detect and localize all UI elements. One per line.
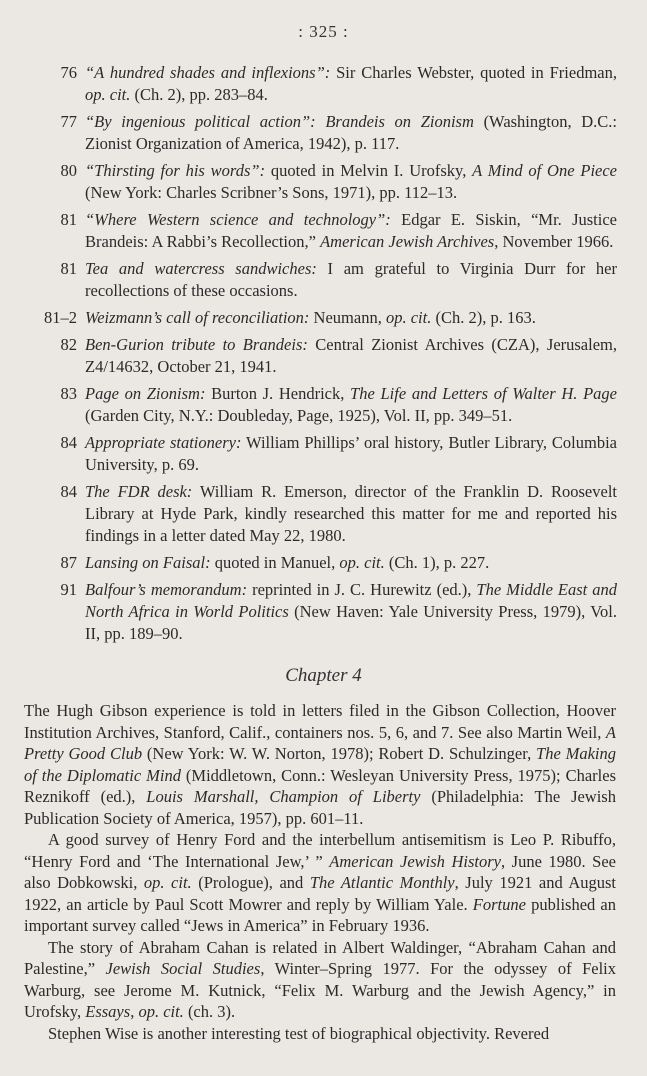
note-entry — [0, 432, 647, 476]
paragraph-segment: , Winter–Spring 1977. For the odyssey of Felix Warburg, see Jerome M. Kutnick, “Felix M. Warburg and the Jewish Agency,” in Urofsky, — [24, 959, 616, 1021]
paragraph-segment: American Jewish History — [329, 851, 501, 871]
note-lead-phrase: Ben-Gurion tribute to Brandeis: — [85, 335, 308, 354]
paragraph-segment: , — [130, 1002, 139, 1021]
chapter-prose — [24, 700, 616, 1044]
paragraph-segment: (Prologue), and — [191, 873, 310, 892]
note-lead-phrase: “Thirsting for his words”: — [85, 161, 266, 180]
note-lead-phrase: Appropriate stationery: — [85, 433, 242, 452]
note-lead-phrase: The FDR desk: — [85, 482, 193, 501]
note-lead-phrase: Balfour’s memorandum: — [85, 580, 248, 599]
note-text — [85, 552, 617, 574]
note-lead-phrase: “A hundred shades and inflexions”: — [85, 63, 331, 82]
note-text-segment: , November 1966. — [494, 232, 614, 251]
note-lead-phrase: Tea and watercress sandwiches: — [85, 259, 317, 278]
note-text-segment: (Garden City, N.Y.: Doubleday, Page, 1925), Vol. II, pp. 349–51. — [85, 406, 513, 425]
paragraph-segment: Essays — [85, 1002, 131, 1021]
note-text-segment: quoted in Melvin I. Urofsky, — [265, 161, 473, 180]
paragraph-segment: published an important survey called “Jews in America” in February 1936. — [24, 894, 616, 935]
note-text-segment: Neumann, — [309, 308, 386, 327]
paragraph-segment: Louis Marshall, Champion of Liberty — [146, 787, 421, 806]
note-text-segment — [316, 112, 326, 131]
note-text-segment: op. cit. — [339, 553, 385, 572]
note-lead-phrase: “By ingenious political action”: — [85, 112, 316, 131]
note-text-segment: Central Zionist Archives (CZA), Jerusalem, Z4/14632, October 21, 1941. — [85, 335, 617, 376]
paragraph-segment: Fortune — [472, 894, 526, 914]
note-entry — [0, 552, 647, 574]
paragraph — [24, 1023, 616, 1045]
paragraph-segment: (ch. 3). — [183, 1002, 236, 1021]
note-entry — [0, 334, 647, 378]
paragraph-segment: The story of Abraham Cahan is related in Albert Waldinger, “Abraham Cahan and Palestine,” — [24, 937, 616, 978]
note-text-segment: The Middle East and North Africa in World Politics — [85, 580, 617, 621]
note-entry — [0, 258, 647, 302]
note-lead-phrase: Lansing on Faisal: — [85, 553, 211, 572]
note-text-segment: Sir Charles Webster, quoted in Friedman, — [330, 63, 617, 82]
note-page-ref: 80 — [60, 161, 77, 180]
paragraph-segment: op. cit. — [138, 1002, 184, 1021]
note-lead-phrase: “Where Western science and technology”: — [85, 210, 391, 229]
paragraph-segment: op. cit. — [143, 873, 192, 892]
paragraph-segment: Jewish Social Studies — [105, 959, 261, 978]
note-text — [85, 481, 617, 547]
note-page-ref: 84 — [60, 482, 77, 501]
paragraph-segment: The Making of the Diplomatic Mind — [24, 744, 616, 785]
note-entry — [0, 62, 647, 106]
note-text — [85, 209, 617, 253]
paragraph-segment: (Philadelphia: The Jewish Publication Society of America, 1957), pp. 601–11. — [24, 787, 616, 828]
note-text-segment: (New York: Charles Scribner’s Sons, 1971), pp. 112–13. — [85, 183, 458, 202]
note-text-segment: reprinted in J. C. Hurewitz (ed.), — [247, 580, 477, 599]
note-text-segment: (New Haven: Yale University Press, 1979), Vol. II, pp. 189–90. — [85, 602, 617, 643]
paragraph-segment: A Pretty Good Club — [24, 722, 616, 763]
note-entry — [0, 307, 647, 329]
note-text — [85, 307, 617, 329]
note-text-segment: (Ch. 2), pp. 283–84. — [130, 85, 268, 104]
note-text-segment: Edgar E. Siskin, “Mr. Justice Brandeis: A Rabbi’s Recollection,” — [85, 210, 617, 251]
page-number: : 325 : — [298, 22, 349, 41]
note-text — [85, 111, 617, 155]
note-page-ref: 82 — [60, 335, 77, 354]
note-page-ref: 81 — [60, 259, 77, 278]
notes-list — [0, 62, 647, 650]
note-text-segment: quoted in Manuel, — [210, 553, 340, 572]
paragraph-segment: A good survey of Henry Ford and the interbellum antisemitism is Leo P. Ribuffo, “Henry Ford and ‘The International Jew,’ ” — [24, 830, 616, 871]
paragraph-segment: (Middletown, Conn.: Wesleyan University Press, 1975); Charles Reznikoff (ed.), — [24, 765, 616, 806]
note-page-ref: 87 — [60, 553, 77, 572]
chapter-heading: Chapter 4 — [285, 665, 362, 686]
paragraph-segment: (New York: W. W. Norton, 1978); Robert D. Schulzinger, — [142, 744, 537, 763]
paragraph — [24, 700, 616, 829]
note-text-segment: (Ch. 2), p. 163. — [431, 308, 536, 327]
note-page-ref: 77 — [60, 112, 77, 131]
note-text — [85, 258, 617, 302]
paragraph-segment: Stephen Wise is another interesting test of biographical objectivity. Revered — [48, 1023, 550, 1043]
note-text — [85, 62, 617, 106]
note-text-segment: (Ch. 1), p. 227. — [384, 553, 490, 572]
note-text-segment: William Phillips’ oral history, Butler Library, Columbia University, p. 69. — [85, 433, 617, 474]
note-text — [85, 579, 617, 645]
note-entry — [0, 481, 647, 547]
note-page-ref: 76 — [60, 63, 77, 82]
note-entry — [0, 209, 647, 253]
note-text-segment: (Washington, D.C.: Zionist Organization of America, 1942), p. 117. — [85, 112, 618, 153]
note-text-segment: Burton J. Hendrick, — [205, 384, 351, 403]
note-text-segment: William R. Emerson, director of the Franklin D. Roosevelt Library at Hyde Park, kindly researched this matter for me and reported his findings in a letter dated May 22, 1980. — [85, 482, 617, 545]
paragraph-segment: The Hugh Gibson experience is told in letters filed in the Gibson Collection, Hoover Institution Archives, Stanford, Calif., containers nos. 5, 6, and 7. See also Martin Weil, — [24, 701, 616, 742]
note-entry — [0, 383, 647, 427]
note-page-ref: 81 — [60, 210, 77, 229]
paragraph-segment: , July 1921 and August 1922, an article by Paul Scott Mowrer and reply by William Yale. — [24, 873, 616, 914]
note-text-segment: A Mind of One Piece — [472, 161, 617, 180]
paragraph — [24, 829, 616, 937]
note-text — [85, 334, 617, 378]
note-page-ref: 83 — [60, 384, 77, 403]
paragraph — [24, 937, 616, 1023]
note-text — [85, 383, 617, 427]
note-entry — [0, 160, 647, 204]
note-text-segment: I am grateful to Virginia Durr for her recollections of these occasions. — [85, 259, 617, 300]
note-entry — [0, 579, 647, 645]
note-text-segment: American Jewish Archives — [320, 232, 495, 251]
note-text-segment: op. cit. — [85, 85, 131, 104]
note-page-ref: 81–2 — [44, 308, 77, 327]
note-page-ref: 84 — [60, 433, 77, 452]
note-text — [85, 160, 617, 204]
note-text-segment: op. cit. — [385, 308, 432, 327]
note-page-ref: 91 — [60, 580, 77, 599]
note-entry — [0, 111, 647, 155]
note-text-segment: The Life and Letters of Walter H. Page — [350, 384, 617, 403]
note-text-segment: Brandeis on Zionism — [325, 112, 474, 131]
note-lead-phrase: Weizmann’s call of reconciliation: — [85, 308, 310, 327]
note-lead-phrase: Page on Zionism: — [85, 384, 206, 403]
paragraph-segment: The Atlantic Monthly — [309, 873, 455, 892]
note-text — [85, 432, 617, 476]
paragraph-segment: , June 1980. See also Dobkowski, — [24, 851, 616, 892]
